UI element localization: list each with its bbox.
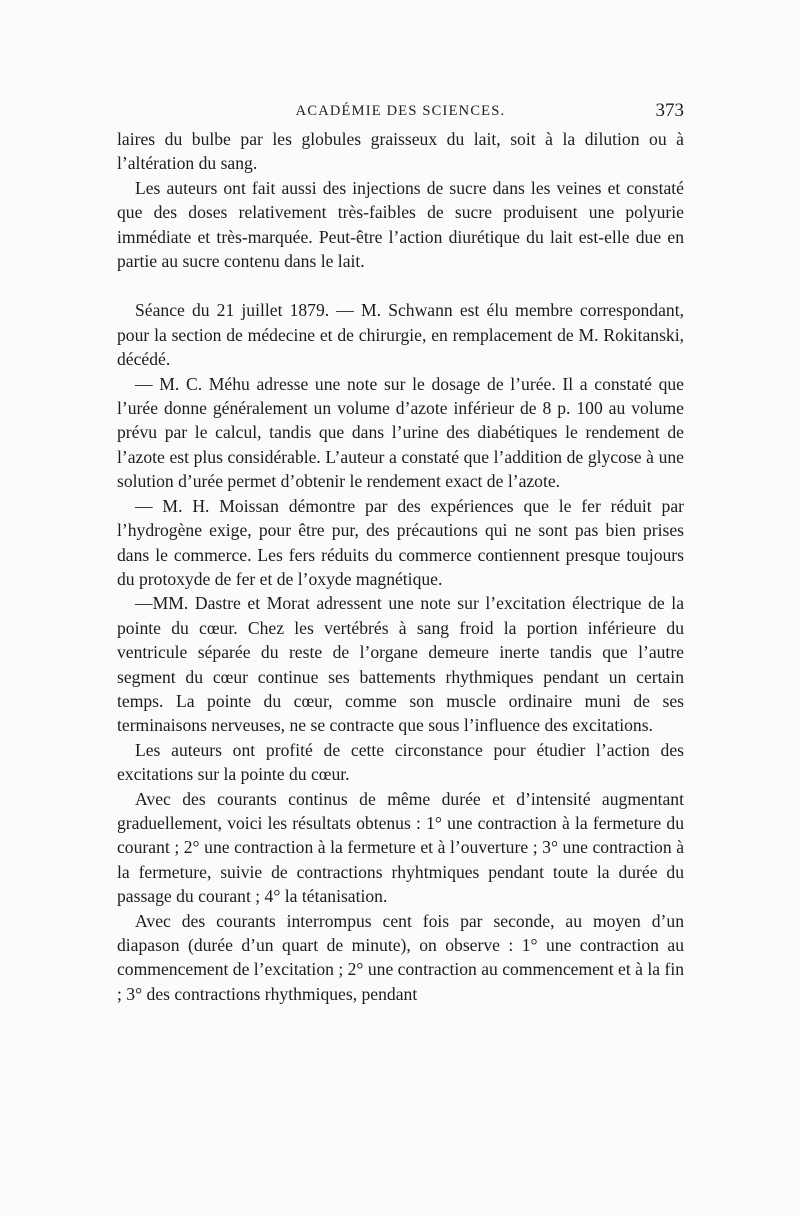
- paragraph-mehu: — M. C. Méhu adresse une note sur le dosage de l’urée. Il a constaté que l’urée donne généralement un volume d’azote inférieur de 8 p. 100 au volume prévu par le calcul, tandis que dans l’urine des diabétiques le rendement de l’azote est plus considérable. L’auteur a constaté que l’addition de glycose à une solution d’urée permet d’obtenir le rendement exact de l’azote.: [117, 373, 684, 492]
- text-block: [117, 127, 684, 1006]
- running-head: [117, 100, 684, 126]
- section-gap: [117, 273, 684, 298]
- page-number: 373: [655, 100, 684, 121]
- paragraph-continuation: laires du bulbe par les globules graisseux du lait, soit à la dilution ou à l’altération du sang.: [117, 129, 684, 174]
- paragraph-injections: Les auteurs ont fait aussi des injections de sucre dans les veines et constaté que des doses relativement très-faibles de sucre produisent une polyurie immédiate et très-marquée. Peut-être l’action diurétique du lait est-elle due en partie au sucre contenu dans le lait.: [117, 177, 684, 272]
- running-title: ACADÉMIE DES SCIENCES.: [295, 103, 506, 119]
- paragraph-courants-continus: Avec des courants continus de même durée et d’intensité augmentant graduellement, voici les résultats obtenus : 1° une contraction à la fermeture du courant ; 2° une contraction à la fermeture et à l’ouverture ; 3° une contraction à la fermeture, suivie de contractions rhyhtmiques pendant toute la durée du passage du courant ; 4° la tétanisation.: [117, 788, 684, 907]
- paragraph-dastre-morat: —MM. Dastre et Morat adressent une note sur l’excitation électrique de la pointe du cœur. Chez les vertébrés à sang froid la portion inférieure du ventricule séparée du reste de l’organe demeure inerte tandis que l’autre segment du cœur continue ses battements rhythmiques pendant un certain temps. La pointe du cœur, comme son muscle ordinaire muni de ses terminaisons nerveuses, ne se contracte que sous l’influence des excitations.: [117, 593, 684, 736]
- paragraph-auteurs: Les auteurs ont profité de cette circonstance pour étudier l’action des excitations sur la pointe du cœur.: [117, 739, 684, 785]
- paragraph-moissan: — M. H. Moissan démontre par des expériences que le fer réduit par l’hydrogène exige, pour être pur, des précautions qui ne sont pas bien prises dans le commerce. Les fers réduits du commerce contiennent presque toujours du protoxyde de fer et de l’oxyde magnétique.: [117, 495, 684, 589]
- paragraph-seance: Séance du 21 juillet 1879. — M. Schwann est élu membre correspondant, pour la section de médecine et de chirurgie, en remplacement de M. Rokitanski, décédé.: [117, 300, 684, 370]
- paragraph-courants-interrompus: Avec des courants interrompus cent fois par seconde, au moyen d’un diapason (durée d’un quart de minute), on observe : 1° une contraction au commencement de l’excitation ; 2° une contraction au commencement et à la fin ; 3° des contractions rhythmiques, pendant: [117, 910, 684, 1004]
